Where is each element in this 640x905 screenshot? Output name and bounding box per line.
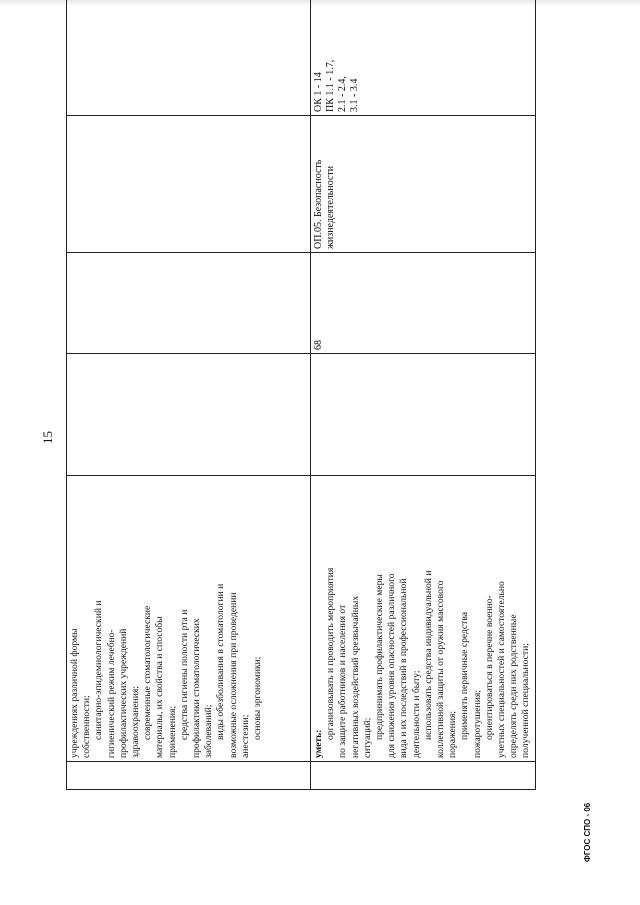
- skill-line: учетных специальностей и самостоятельно: [496, 581, 508, 758]
- competency-line: 2.1 - 2.4,: [337, 76, 348, 112]
- skill-line: использовать средства индивидуальной и: [422, 570, 434, 740]
- skill-line: ситуаций;: [361, 717, 373, 758]
- knowledge-line: учреждениях различной формы: [69, 628, 80, 758]
- skill-line: негативных воздействий чрезвычайных: [349, 595, 361, 758]
- competencies-cell: [311, 0, 536, 116]
- knowledge-line: виды обезболивания в стоматологии и: [215, 583, 227, 740]
- skill-line: полученной специальности;: [520, 643, 532, 758]
- hours-cell: 68: [311, 253, 536, 354]
- cell-empty: [67, 0, 311, 116]
- skill-line: деятельности и быту;: [410, 670, 422, 758]
- knowledge-list-cell: [67, 476, 311, 762]
- skill-line: ориентироваться в перечне военно-: [483, 595, 495, 740]
- skills-list-cell: [311, 476, 536, 762]
- competency-line: 3.1 - 3.4: [349, 78, 360, 112]
- knowledge-line: анестезии;: [239, 714, 251, 758]
- discipline-cell: ОП.05. Безопасность жизнедеятельности: [311, 116, 536, 253]
- cell-empty: [67, 253, 311, 354]
- competency-line: ОК 1 - 14: [313, 72, 324, 112]
- knowledge-line: санитарно-эпидемиологический и: [93, 600, 105, 740]
- table-row-lower: [311, 0, 536, 790]
- knowledge-line: собственности;: [81, 695, 93, 758]
- skill-line: по защите работников и населения от: [337, 604, 349, 758]
- skills-heading: уметь:: [313, 729, 324, 758]
- knowledge-line: материалы, их свойства и способы: [154, 616, 166, 758]
- skill-line: пожаротушения;: [471, 690, 483, 758]
- knowledge-line: применения;: [166, 705, 178, 758]
- skill-line: для снижения уровня опасностей различного: [386, 573, 398, 758]
- cell-empty: [67, 116, 311, 253]
- skill-line: предпринимать профилактические меры: [374, 574, 386, 740]
- knowledge-line: профилактики стоматологических: [191, 618, 203, 758]
- rotated-table-container: [66, 15, 532, 790]
- knowledge-line: гигиенический режим лечебно-: [105, 629, 117, 758]
- knowledge-line: профилактических учреждений: [117, 628, 129, 758]
- skill-line: организовывать и проводить мероприятия: [325, 567, 337, 740]
- cell-empty: [311, 354, 536, 476]
- page-number: 15: [40, 431, 55, 444]
- knowledge-line: возможные осложнения при проведении: [227, 592, 239, 758]
- knowledge-line: заболеваний;: [203, 704, 215, 758]
- skill-line: определять среди них родственные: [508, 614, 520, 758]
- cell-index-upper: [67, 762, 311, 790]
- skill-line: применять первичные средства: [459, 611, 471, 740]
- table-row-upper: [67, 0, 311, 790]
- knowledge-line: современные стоматологические: [142, 605, 154, 740]
- competency-line: ПК 1.1 - 1.7,: [325, 59, 336, 112]
- knowledge-line: здравоохранения;: [130, 686, 142, 758]
- skill-line: коллективной защиты от оружия массового: [435, 580, 447, 758]
- skill-line: поражения;: [447, 710, 459, 758]
- knowledge-line: средства гигиены полости рта и: [178, 609, 190, 740]
- footer-label: ФГОС СПО - 06: [583, 802, 592, 862]
- cell-empty: [67, 354, 311, 476]
- cell-index-lower: [311, 762, 536, 790]
- knowledge-line: основы эргономики;: [252, 656, 264, 740]
- curriculum-table: [66, 0, 536, 790]
- skill-line: вида и их последствий в профессиональной: [398, 578, 410, 758]
